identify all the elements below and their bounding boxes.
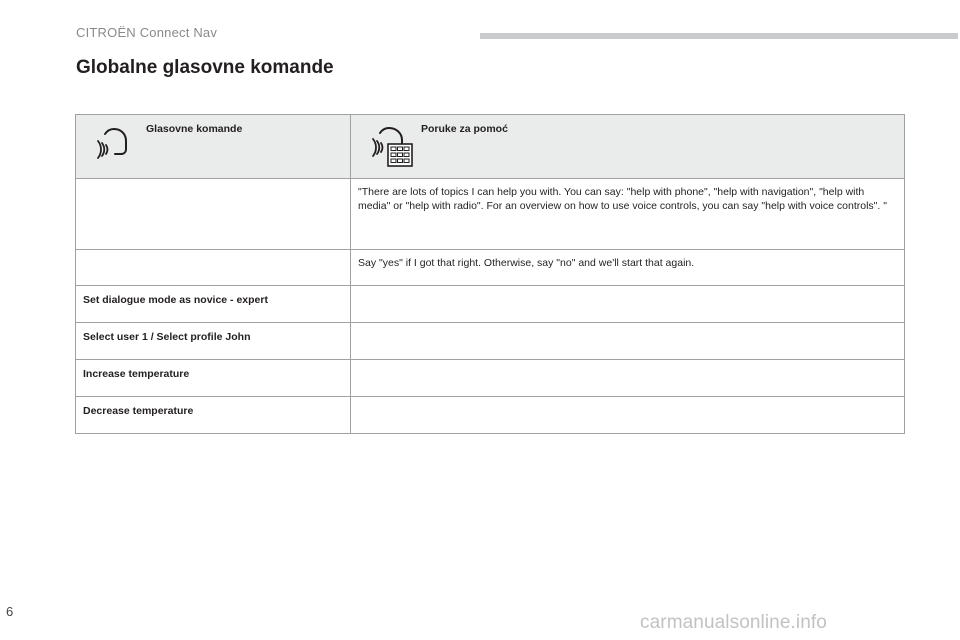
page-number: 6 xyxy=(6,604,14,619)
command-label: Increase temperature xyxy=(83,368,190,380)
response-text xyxy=(351,286,904,292)
response-text: "There are lots of topics I can help you with. You can say: "help with phone", "help with navigation", "help with media" or "help with radio". For an overview on how to use voice controls, you can say "help with voice controls". " xyxy=(358,186,887,212)
table-row xyxy=(76,397,905,434)
header-title: CITROËN Connect Nav xyxy=(76,25,218,40)
table-row xyxy=(76,286,905,323)
col2-header-label: Poruke za pomoć xyxy=(421,123,508,135)
voice-command-icon xyxy=(94,123,134,166)
command-label xyxy=(76,179,350,187)
page-title: Globalne glasovne komande xyxy=(76,57,334,78)
table-row xyxy=(76,250,905,286)
col2-header-cell xyxy=(351,115,905,179)
response-cell xyxy=(351,250,905,286)
response-cell xyxy=(351,360,905,397)
response-cell xyxy=(351,286,905,323)
command-cell xyxy=(76,397,351,434)
response-text xyxy=(351,323,904,329)
table-row xyxy=(76,179,905,250)
voice-commands-table xyxy=(75,114,905,434)
response-text xyxy=(351,397,904,403)
response-text: Say "yes" if I got that right. Otherwise, say "no" and we'll start that again. xyxy=(358,257,695,269)
table-row xyxy=(76,360,905,397)
response-cell xyxy=(351,323,905,360)
command-cell xyxy=(76,250,351,286)
command-cell xyxy=(76,286,351,323)
col1-header-cell xyxy=(76,115,351,179)
header-rule xyxy=(480,33,958,39)
command-label: Select user 1 / Select profile John xyxy=(83,331,251,343)
table-header-row xyxy=(76,115,905,179)
command-label xyxy=(76,250,350,258)
response-cell xyxy=(351,397,905,434)
response-text xyxy=(351,360,904,366)
command-cell xyxy=(76,360,351,397)
command-label: Set dialogue mode as novice - expert xyxy=(83,294,268,306)
watermark: carmanualsonline.info xyxy=(640,612,827,633)
response-cell xyxy=(351,179,905,250)
command-cell xyxy=(76,179,351,250)
command-cell xyxy=(76,323,351,360)
voice-help-keypad-icon xyxy=(369,123,415,172)
col1-header-label: Glasovne komande xyxy=(146,123,243,135)
table-row xyxy=(76,323,905,360)
command-label: Decrease temperature xyxy=(83,405,194,417)
